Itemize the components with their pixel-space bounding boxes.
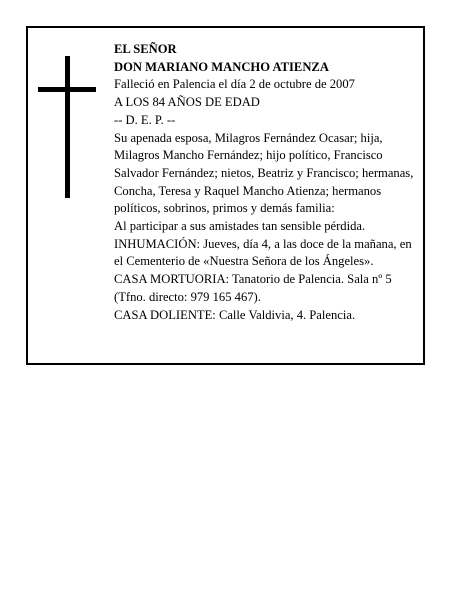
latin-cross-icon: [38, 56, 96, 198]
funeral-home-info: CASA MORTUORIA: Tanatorio de Palencia. Sala nº 5 (Tfno. directo: 979 165 467).: [114, 272, 392, 304]
deceased-name: DON MARIANO MANCHO ATIENZA: [114, 59, 329, 74]
notice-title: EL SEÑOR: [114, 42, 177, 56]
closing-line: Al participar a sus amistades tan sensible pérdida.: [114, 219, 366, 234]
family-paragraph: Su apenada esposa, Milagros Fernández Ocasar; hija, Milagros Mancho Fernández; hijo político, Francisco Salvador Fernández; nietos, Beatriz y Francisco; hermanas, Concha, Teresa y Raquel Mancho Atienza; hermanos políticos, sobrinos, primos y demás familia:: [114, 130, 414, 216]
death-line: Falleció en Palencia el día 2 de octubre de 2007: [114, 77, 355, 92]
mourning-house-info: CASA DOLIENTE: Calle Valdivia, 4. Palencia.: [114, 307, 356, 322]
cross-horizontal-bar: [38, 87, 96, 92]
cross-vertical-bar: [65, 56, 70, 198]
rip-line: -- D. E. P. --: [114, 112, 176, 127]
age-line: A LOS 84 AÑOS DE EDAD: [114, 95, 260, 110]
obituary-notice: [26, 26, 425, 365]
burial-info: INHUMACIÓN: Jueves, día 4, a las doce de la mañana, en el Cementerio de «Nuestra Señora de los Ángeles».: [114, 236, 412, 269]
obituary-text: [114, 41, 422, 324]
